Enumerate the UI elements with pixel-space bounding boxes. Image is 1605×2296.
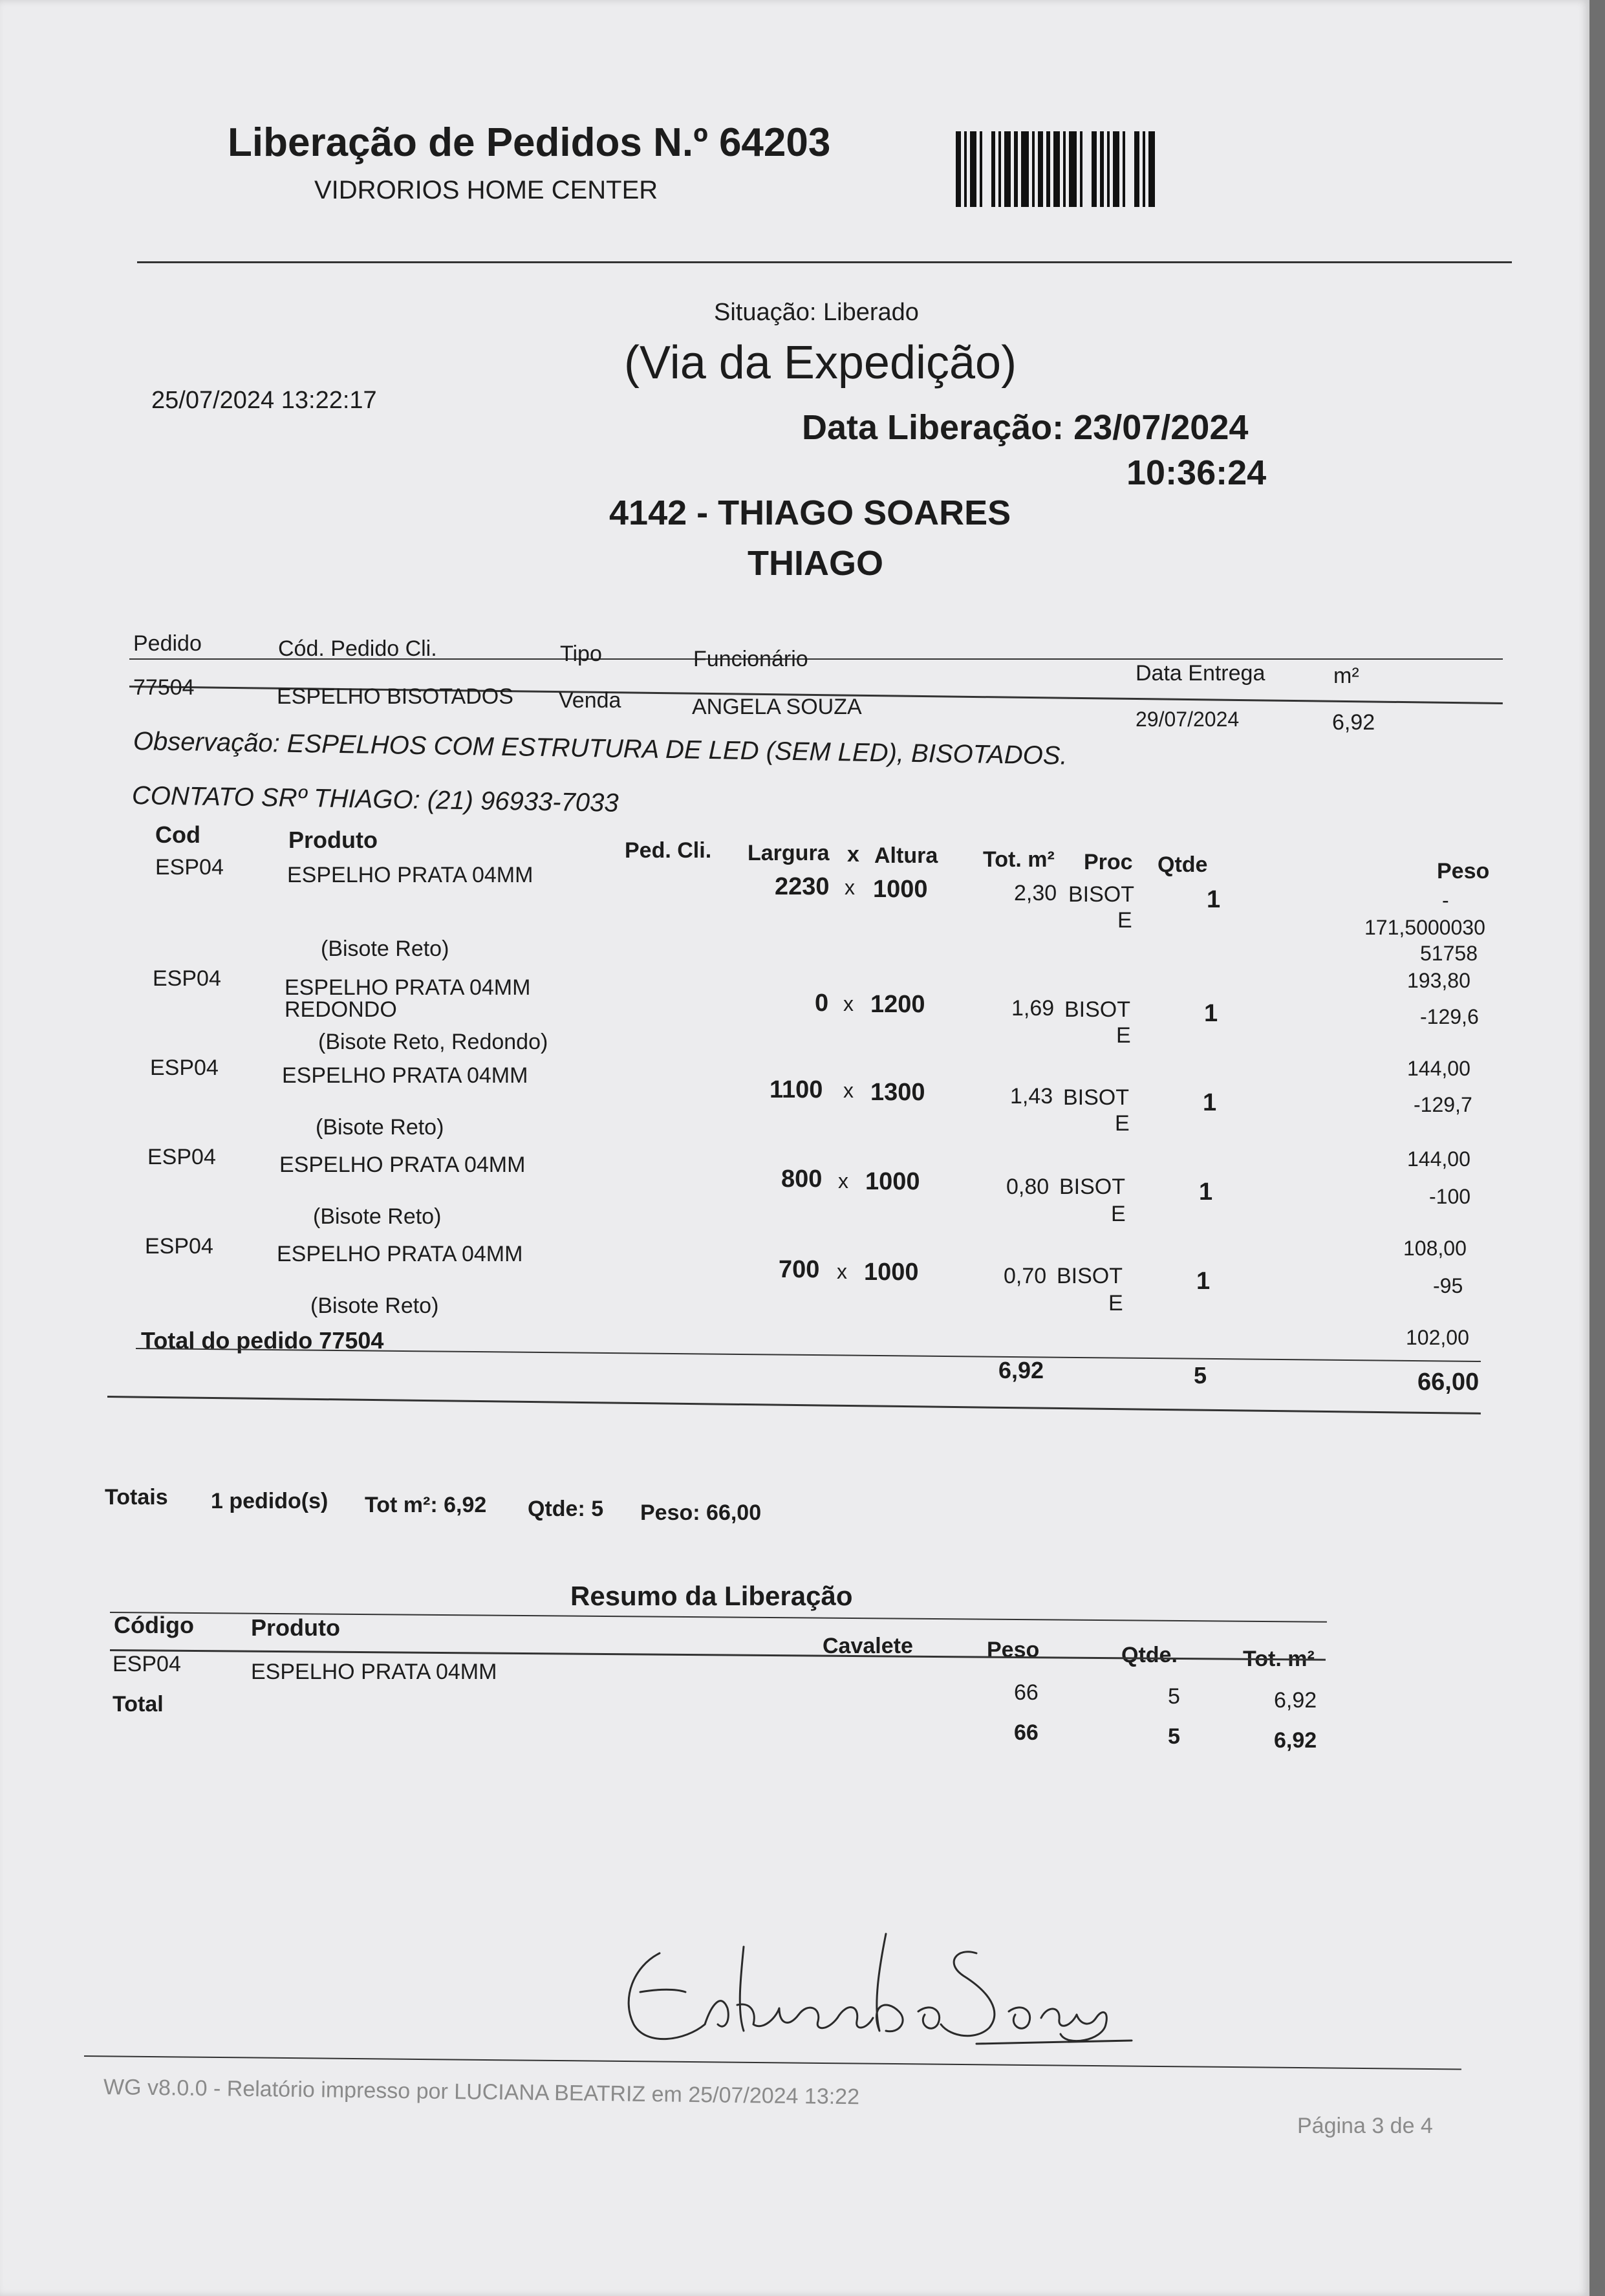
item-cod: ESP04 (155, 855, 224, 880)
pedido-m2: 6,92 (1332, 710, 1375, 735)
item-qtde: 1 (1196, 1268, 1211, 1295)
item-proc: BISOT (1059, 1175, 1126, 1199)
item-x: x (843, 1079, 854, 1102)
peso-value: -100 (1429, 1185, 1471, 1208)
pedido-data-entrega: 29/07/2024 (1136, 708, 1240, 731)
resumo-title: Resumo da Liberação (570, 1581, 853, 1611)
resumo-col-tot-m2: Tot. m² (1243, 1647, 1315, 1671)
totais-qtde: Qtde: 5 (528, 1497, 604, 1521)
item-qtde: 1 (1203, 1089, 1217, 1116)
item-altura: 1000 (864, 1259, 919, 1286)
item-produto: ESPELHO PRATA 04MM (277, 1242, 523, 1266)
col-pedido: Pedido (133, 631, 202, 656)
item-produto: ESPELHO PRATA 04MM (282, 1063, 528, 1088)
item-largura: 700 (779, 1256, 820, 1283)
resumo-row-peso: 66 (1014, 1680, 1039, 1705)
items-col-qtde: Qtde (1158, 852, 1208, 877)
items-col-largura: Largura (748, 841, 830, 865)
hora-liberacao: 10:36:24 (1126, 453, 1267, 492)
item-altura: 1200 (870, 991, 925, 1018)
item-altura: 1300 (870, 1079, 925, 1106)
item-detalhe: (Bisote Reto) (321, 937, 449, 961)
item-x: x (837, 1260, 847, 1283)
item-proc2: E (1116, 1023, 1131, 1048)
item-x: x (845, 876, 855, 899)
header-divider (137, 261, 1512, 263)
pedido-cod-cli: ESPELHO BISOTADOS (277, 684, 513, 709)
peso-value: 51758 (1420, 942, 1478, 965)
item-proc: BISOT (1057, 1264, 1123, 1288)
item-cod: ESP04 (150, 1056, 219, 1080)
item-qtde: 1 (1204, 1000, 1218, 1027)
item-proc: BISOT (1068, 882, 1135, 907)
col-m2: m² (1333, 664, 1359, 688)
footer-page-number: Página 3 de 4 (1297, 2114, 1433, 2138)
peso-value: 193,80 (1407, 969, 1470, 992)
item-proc: BISOT (1064, 997, 1131, 1022)
peso-value: 171,5000030 (1364, 916, 1485, 939)
totais-peso: Peso: 66,00 (640, 1500, 762, 1525)
resumo-col-cavalete: Cavalete (823, 1634, 913, 1658)
item-produto: ESPELHO PRATA 04MM (285, 975, 531, 1000)
peso-value: 144,00 (1407, 1147, 1470, 1171)
item-proc: BISOT (1063, 1085, 1130, 1110)
resumo-total-tot-m2: 6,92 (1274, 1728, 1317, 1753)
resumo-row-tot-m2: 6,92 (1274, 1688, 1317, 1713)
document-title: Liberação de Pedidos N.º 64203 (228, 120, 831, 165)
item-proc2: E (1117, 908, 1132, 933)
col-funcionario: Funcionário (693, 647, 808, 671)
item-tot-m2: 0,80 (1006, 1175, 1050, 1199)
item-detalhe: (Bisote Reto) (310, 1294, 439, 1318)
item-produto: ESPELHO PRATA 04MM (279, 1153, 526, 1177)
cliente-nome: 4142 - THIAGO SOARES (609, 493, 1011, 532)
resumo-row-produto: ESPELHO PRATA 04MM (251, 1660, 497, 1684)
item-tot-m2: 0,70 (1004, 1264, 1047, 1288)
item-proc2: E (1115, 1111, 1130, 1136)
items-col-peso: Peso (1437, 859, 1490, 883)
resumo-col-codigo: Código (114, 1612, 194, 1638)
items-col-altura: Altura (874, 843, 938, 868)
col-cod-pedido-cli: Cód. Pedido Cli. (278, 636, 437, 661)
item-detalhe: (Bisote Reto) (316, 1115, 444, 1140)
resumo-total-label: Total (113, 1692, 164, 1717)
barcode (956, 131, 1199, 207)
resumo-row-codigo: ESP04 (113, 1652, 181, 1676)
peso-value: -129,6 (1420, 1005, 1479, 1028)
item-cod: ESP04 (153, 966, 221, 991)
items-col-cod: Cod (155, 821, 200, 848)
section-divider (107, 1396, 1481, 1414)
situacao-label: Situação: Liberado (714, 299, 919, 326)
handwritten-signature (614, 1927, 1145, 2070)
item-qtde: 1 (1199, 1178, 1213, 1206)
item-cod: ESP04 (145, 1234, 213, 1259)
item-qtde: 1 (1207, 886, 1221, 913)
item-proc2: E (1111, 1202, 1126, 1226)
total-pedido-peso: 66,00 (1417, 1369, 1480, 1396)
items-col-x: x (847, 842, 859, 867)
item-detalhe: (Bisote Reto, Redondo) (318, 1030, 548, 1054)
item-altura: 1000 (865, 1168, 920, 1195)
total-pedido-m2: 6,92 (998, 1357, 1044, 1383)
peso-value: -129,7 (1414, 1093, 1472, 1116)
totais-tot-m2: Tot m²: 6,92 (365, 1493, 487, 1517)
peso-value: 102,00 (1406, 1326, 1469, 1349)
items-col-tot-m2: Tot. m² (983, 847, 1055, 872)
company-name: VIDRORIOS HOME CENTER (314, 176, 658, 204)
item-largura: 800 (781, 1165, 823, 1193)
peso-value: 144,00 (1407, 1057, 1470, 1080)
item-largura: 2230 (775, 873, 830, 900)
col-tipo: Tipo (560, 642, 602, 666)
item-cod: ESP04 (147, 1145, 216, 1169)
peso-value: - (1442, 889, 1449, 912)
resumo-total-peso: 66 (1014, 1720, 1039, 1745)
items-col-ped-cli: Ped. Cli. (625, 838, 712, 863)
item-largura: 0 (815, 990, 829, 1017)
pedido-tipo: Venda (559, 688, 621, 713)
resumo-total-qtde: 5 (1168, 1724, 1180, 1749)
pedido-observacao: Observação: ESPELHOS COM ESTRUTURA DE LED (SEM LED), BISOTADOS. (133, 727, 1068, 770)
item-altura: 1000 (873, 876, 928, 903)
items-col-produto: Produto (288, 827, 378, 853)
resumo-col-peso: Peso (987, 1638, 1040, 1662)
item-produto-linha2: REDONDO (285, 997, 397, 1022)
item-tot-m2: 1,69 (1011, 996, 1055, 1021)
resumo-col-qtde: Qtde. (1121, 1643, 1178, 1667)
peso-value: 108,00 (1403, 1237, 1467, 1260)
items-col-proc: Proc (1084, 850, 1133, 874)
via-label: (Via da Expedição) (624, 337, 1017, 389)
item-x: x (843, 992, 854, 1015)
total-pedido-qtde: 5 (1194, 1362, 1207, 1389)
col-data-entrega: Data Entrega (1136, 661, 1266, 686)
cliente-apelido: THIAGO (748, 544, 883, 583)
item-largura: 1100 (770, 1076, 823, 1103)
peso-value: -95 (1433, 1274, 1463, 1297)
item-detalhe: (Bisote Reto) (313, 1204, 442, 1229)
footer-printed-by: WG v8.0.0 - Relatório impresso por LUCIANA BEATRIZ em 25/07/2024 13:22 (103, 2075, 860, 2110)
data-liberacao: Data Liberação: 23/07/2024 (802, 408, 1249, 447)
item-x: x (838, 1169, 848, 1193)
pedido-contato: CONTATO SRº THIAGO: (21) 96933-7033 (131, 781, 619, 818)
item-produto: ESPELHO PRATA 04MM (287, 863, 533, 887)
resumo-col-produto: Produto (251, 1614, 340, 1641)
resumo-row-qtde: 5 (1168, 1684, 1180, 1709)
totais-pedidos: 1 pedido(s) (211, 1489, 329, 1513)
totais-label: Totais (105, 1485, 168, 1510)
item-tot-m2: 2,30 (1014, 881, 1057, 905)
total-pedido-label: Total do pedido 77504 (141, 1327, 384, 1354)
item-proc2: E (1108, 1291, 1123, 1316)
print-datetime: 25/07/2024 13:22:17 (151, 387, 377, 414)
item-tot-m2: 1,43 (1010, 1084, 1053, 1109)
pedido-funcionario: ANGELA SOUZA (692, 695, 862, 719)
total-pedido-line (136, 1348, 1481, 1362)
pedido-numero: 77504 (133, 675, 195, 700)
